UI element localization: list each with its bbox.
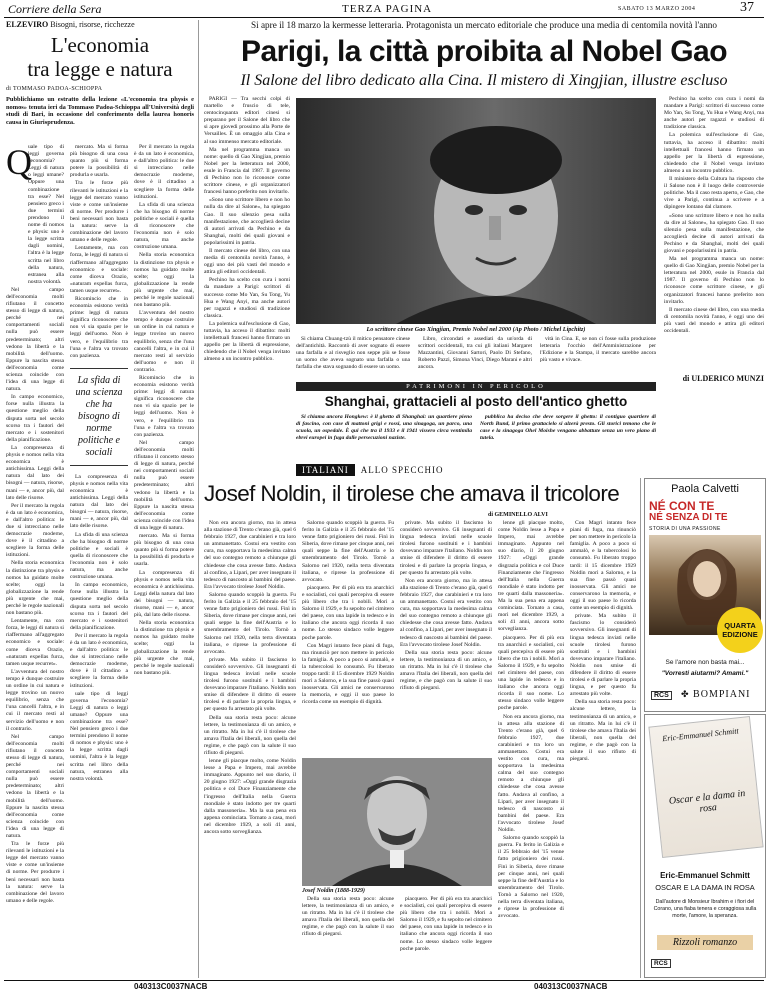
under-photo-col-1: Si chiama Chuang-tzù il mitico pensatore cinese dell'antichità. Raccontò di aver sognato di essere una farfalla e al risveglio non seppe più se fosse un uomo che aveva sognato una farfalla o una farfalla che stava sognando di essere un uomo. — [296, 336, 410, 370]
italiani-band-right: ALLO SPECCHIO — [360, 465, 444, 475]
ad1-title-1: NÉ CON TE — [649, 499, 715, 513]
under-photo-col-2: Libro, circondati e assediati da un'orda di scrittori occidentali, tra cui gli italiani Margaret Mazzantini, Giovanni Sartori, Paolo Di Stefano, Roberto Pazzi, Simona Vinci, Diego Marani e altri ancora. — [418, 336, 532, 370]
left-article — [6, 20, 194, 978]
left-article-byline: di TOMMASO PADOA-SCHIOPPA — [6, 86, 103, 92]
ad2-cover-author: Eric-Emmanuel Schmitt — [661, 726, 740, 744]
issue-date: SABATO 13 MARZO 2004 — [618, 6, 696, 12]
ad2-blurb: Dall'autore di Monsieur Ibrahim e i fiori del Corano, una fiaba tenera e coraggiosa sulla morte, l'amore, la speranza. — [653, 899, 757, 919]
italiani-band — [296, 464, 656, 476]
italiani-col-3: private. Ma subito il fascismo lo considerò sovversivo. Gli insegnanti di lingua tedesca inviati nelle scuole tirolesi furono sostituiti e i bambini dovevano imparare l'italiano. Noldin non smise di difendere il diritto di essere tirolesi e di parlare la propria lingua, e per questo fu arrestato più volte. Non era ancora giorno, ma in attesa alla stazione di Trento c'erano già, quel 6 febbraio 1927, due carabinieri e tra loro un ammanettato. Costui era vestito con cura, ma sopportava la medesima calma del suo contegno remoto a chiunque gli chiedesse che cosa avesse fatto. Andava al confino, a Lipari, per aver insegnato il tedesco di nascosto ai bambini del paese. Era l'avvocato tirolese Josef Noldin. Della sua storia resta poco: alcune lettere, la testimonianza di un amico, e un ritratto. Ma in lui c'è il tirolese che amava l'Italia dei liberali, non quella del regime, e che pagò con la salute il suo rifiuto di piegarsi. — [400, 520, 492, 692]
ad2-author: Eric-Emmanuel Schmitt — [660, 871, 750, 880]
left-article-col-2: mercato. Ma si forma più bisogno di una cosa quanto più si forma potere la possibilità di produrla e usarla. Tra le forze più rilevanti le istituzioni e la legge del mercato vanno viste e come un'insieme di norme. Per produrre i beni necessari non basta la natura: serve la combinazione del lavoro umano e delle regole. Lentamente, ma con forza, le leggi di natura si riaffermano all'aggregato economico e sociale: come diceva Orazio, «naturam expellas furca, tamen usque recurret». Ricomincio che in economia esistono verità prime: leggi di natura significa riconoscere che non vi sia spazio per le leggi dell'uomo. Non è vero, e l'equilibrio tra l'una e l'altra va trovato con pazienza. La sfida di una scienza che ha bisogno di norme politiche e sociali La compresenza di physis e nomos nella vita economica è antichissima. Leggi della natura dal lato dei bisogni — natura, risorse, mani — e, ancor più, dal lato delle risorse. La sfida di una scienza che ha bisogno di norme politiche e sociali è quella di riconoscere che l'economia non è solo natura, ma anche costruzione umana. In campo economico, forse nulla illustra la questione meglio della disputa sorta nel secolo scorso tra i fautori del mercato e i sostenitori della pianificazione. Per il mercato la regola è da un lato è economica, e dall'altro politica: le due si intrecciano nelle democrazie moderne, dove è il cittadino a scegliere la forma delle istituzioni. uale tipo di leggi governa l'economia? Leggi di natura o leggi umane? Oppure una combinazione tra esse? Nel pensiero greco i due termini prendono il nome di nomos e physis: uno è la legge scritta dagli uomini, l'altra è la legge scritta nel libro della natura, estranea alla nostra volontà. — [70, 144, 128, 782]
main-byline: di ULDERICO MUNZI — [682, 374, 764, 383]
left-article-col-1: uale tipo di leggi governa l'economia? Leggi di natura o leggi umane? Oppure una combinazione tra esse? Nel pensiero greco i due termini prendono il nome di nomos e physis: uno è la legge scritta dagli uomini, l'altra è la legge scritta nel libro della natura, estranea alla nostra volontà. Nel campo dell'economia molti rifiutano il concetto stesso di legge di natura, perché nei comportamenti sociali nulla può essere predeterminato; altri vedono la libertà e la mobilità dell'uomo. Eppure la nascita stessa dell'economia come scienza coincide con l'idea di una legge di natura. In campo economico, forse nulla illustra la questione meglio della disputa sorta nel secolo scorso tra i fautori del mercato e i sostenitori della pianificazione. La compresenza di physis e nomos nella vita economica è antichissima. Leggi della natura dal lato dei bisogni — natura, risorse, mani — e, ancor più, dal lato delle risorse. Per il mercato la regola è da un lato è economica, e dall'altro politica: le due si intrecciano nelle democrazie moderne, dove è il cittadino a scegliere la forma delle istituzioni. Nella storia economica la distinzione tra physis e nomos ha guidato molte scelte; oggi la globalizzazione la rende più urgente che mai, perché le regole nazionali non bastano più. Lentamente, ma con forza, le leggi di natura si riaffermano all'aggregato economico e sociale: come diceva Orazio, «naturam expellas furca, tamen usque recurret». L'avventura del nostro tempo è dunque costruire un ordine in cui natura e legge trovino un nuovo equilibrio, senza che l'una cancelli l'altra, e in cui il mercato resti al servizio dell'uomo e non il contrario. Nel campo dell'economia molti rifiutano il concetto stesso di legge di natura, perché nei comportamenti sociali nulla può essere predeterminato; altri vedono la libertà e la mobilità dell'uomo. Eppure la nascita stessa dell'economia come scienza coincide con l'idea di una legge di natura. Tra le forze più rilevanti le istituzioni e la legge del mercato vanno viste e come un'insieme di norme. Per produrre i beni necessari non basta la natura: serve la combinazione del lavoro umano e delle regole. — [6, 144, 64, 904]
italiani-col-2: Salorno quando scoppiò la guerra. Fu ferito in Galizia e il 25 febbraio del '15 venne fatto prigioniero dei russi. Finì in Siberia, dove rimase per cinque anni, nei quali seppe la fine dell'Austria e lo smembramento del Tirolo. Tornò a Salorno nel 1920, nella terra diventata italiana, e riprese la professione di avvocato. piacquero. Per di più era tra anarchici e socialisti, coi quali percepiva di essere più libero che tra i nobili. Morì a Salorno il 1929, e fu sepolto nel cimitero del paese, con una lapide in tedesco e in italiano che ancora oggi ricorda il suo nome. Lo stesso sindaco volle leggere poche parole. Con Magri intanto fece piani di fuga, ma rinunciò per non mettere in pericolo la famiglia. A poco a poco si ammalò, e la tubercolosi lo consumò. Fu liberato troppo tardi: il 15 dicembre 1929 Noldin morì a Salorno, e la sua fine passò quasi inosservata. Gli amici ne conservarono la memoria, e oggi il suo paese lo ricorda come un esempio di dignità. — [302, 520, 394, 706]
noldin-photo-caption: Josef Noldin (1888-1929) — [302, 888, 365, 894]
page-number: 37 — [740, 0, 754, 15]
italiani-col-4: Della sua storia resta poco: alcune lettere, la testimonianza di un amico, e un ritratto. Ma in lui c'è il tirolese che amava l'Italia dei liberali, non quella del regime, e che pagò con la salute il suo rifiuto di piegarsi. — [302, 896, 394, 938]
kicker-label: ELZEVIRO — [6, 20, 49, 29]
gao-photo — [296, 98, 656, 324]
ad-divider — [640, 478, 641, 978]
ad2-cover-title: Oscar e la dama in rosa — [668, 787, 746, 815]
ad2-rcs-logo: RCS — [651, 959, 671, 968]
ad-oscar-dama-rosa[interactable] — [644, 714, 766, 978]
noldin-portrait-illustration — [302, 758, 492, 886]
left-article-intro: Pubblichiamo un estratto della lezione «L'economia tra physis e nomos» tenuta ieri da Tommaso Padoa-Schioppa all'Università degli studi di Bari, in occasione del conferimento della laurea honoris causa in Giurisprudenza. — [6, 96, 194, 126]
footer-code-right: 040313C0037NACB — [534, 982, 608, 991]
under-photo-col-3: vità in Cina. E, se non ci fosse sulla produzione letteraria l'occhio dell'Amministrazione per l'Edizione e la Stampa, il mercato sarebbe ancora più vasto e vivace. — [540, 336, 656, 364]
left-article-kicker — [6, 20, 194, 29]
main-subtitle: Il Salone del libro dedicato alla Cina. Il mistero di Xingjian, illustre escluso — [240, 72, 728, 89]
heritage-title: Shanghai, grattacieli al posto dell'antico ghetto — [324, 394, 628, 409]
section-name: TERZA PAGINA — [342, 3, 433, 15]
footer-rule — [4, 980, 764, 981]
left-column-divider — [198, 20, 199, 978]
ad1-rcs-logo: RCS — [651, 691, 672, 700]
heritage-col-2: pubblica ha deciso che deve sorgere il ghetto: il contiguo quartiere di North Bund, il primo grattacielo si alzerà presto. Gli storici temono che le case e la sinagoga Ohel Moishe vengano abbattute senza un vero piano di tutela. — [480, 414, 656, 442]
ad1-subtitle: STORIA DI UNA PASSIONE — [649, 526, 721, 532]
italiani-title: Josef Noldin, il tirolese che amava il tricolore — [204, 481, 620, 506]
ad1-title-2: NÉ SENZA DI TE — [649, 512, 728, 523]
heritage-col-1: Si chiama ancora Hongkew: è il ghetto di Shanghai: un quartiere pieno di fascino, con case di mattoni grigi e rossi, una sinagoga, un parco, una scuola, un ospedale. È qui che tra il 1933 e il 1941 vissero circa ventimila ebrei europei in fuga dalle persecuzioni naziste. — [296, 414, 472, 442]
gao-portrait-illustration — [296, 98, 656, 324]
main-overline: Si apre il 18 marzo la kermesse letteraria. Protagonista un mercato editoriale che produce una media di centomila novità l'anno — [251, 20, 717, 30]
gao-photo-caption: Lo scrittore cinese Gao Xingjian, Premio Nobel nel 2000 (Ap Photo / Michel Lipchitz) — [366, 326, 586, 333]
footer-code-left: 040313C0037NACB — [134, 982, 208, 991]
pullquote: La sfida di una scienza che ha bisogno di norme politiche e sociali — [70, 368, 128, 466]
kicker-text: Bisogni, risorse, ricchezze — [50, 20, 135, 29]
left-article-title-1: L'economia — [50, 33, 150, 57]
italiani-col-7: Con Magri intanto fece piani di fuga, ma rinunciò per non mettere in pericolo la famiglia. A poco a poco si ammalò, e la tubercolosi lo consumò. Fu liberato troppo tardi: il 15 dicembre 1929 Noldin morì a Salorno, e la sua fine passò quasi inosservata. Gli amici ne conservarono la memoria, e oggi il suo paese lo ricorda come un esempio di dignità. private. Ma subito il fascismo lo considerò sovversivo. Gli insegnanti di lingua tedesca inviati nelle scuole tirolesi furono sostituiti e i bambini dovevano imparare l'italiano. Noldin non smise di difendere il diritto di essere tirolesi e di parlare la propria lingua, e per questo fu arrestato più volte. Della sua storia resta poco: alcune lettere, la testimonianza di un amico, e un ritratto. Ma in lui c'è il tirolese che amava l'Italia dei liberali, non quella del regime, e che pagò con la salute il suo rifiuto di piegarsi. — [570, 520, 636, 763]
newspaper-name: Corriere della Sera — [8, 2, 102, 16]
ad1-publisher: ✤ BOMPIANI — [681, 689, 751, 700]
ad1-tagline-2: "Vorresti aiutarmi? Amami." — [661, 670, 749, 677]
ad-paola-calvetti[interactable] — [644, 478, 766, 712]
ad1-tagline-1: Se l'amore non basta mai... — [665, 659, 745, 666]
masthead-rule — [4, 17, 764, 18]
left-article-col-3: Per il mercato la regola è da un lato è economica, e dall'altro politica: le due si intrecciano nelle democrazie moderne, dove è il cittadino a scegliere la forma delle istituzioni. La sfida di una scienza che ha bisogno di norme politiche e sociali è quella di riconoscere che l'economia non è solo natura, ma anche costruzione umana. Nella storia economica la distinzione tra physis e nomos ha guidato molte scelte; oggi la globalizzazione la rende più urgente che mai, perché le regole nazionali non bastano più. L'avventura del nostro tempo è dunque costruire un ordine in cui natura e legge trovino un nuovo equilibrio, senza che l'una cancelli l'altra, e in cui il mercato resti al servizio dell'uomo e non il contrario. Ricomincio che in economia esistono verità prime: leggi di natura significa riconoscere che non vi sia spazio per le leggi dell'uomo. Non è vero, e l'equilibrio tra l'una e l'altra va trovato con pazienza. Nel campo dell'economia molti rifiutano il concetto stesso di legge di natura, perché nei comportamenti sociali nulla può essere predeterminato; altri vedono la libertà e la mobilità dell'uomo. Eppure la nascita stessa dell'economia come scienza coincide con l'idea di una legge di natura. mercato. Ma si forma più bisogno di una cosa quanto più si forma potere la possibilità di produrla e usarla. La compresenza di physis e nomos nella vita economica è antichissima. Leggi della natura dal lato dei bisogni — natura, risorse, mani — e, ancor più, dal lato delle risorse. Nella storia economica la distinzione tra physis e nomos ha guidato molte scelte; oggi la globalizzazione la rende più urgente che mai, perché le regole nazionali non bastano più. — [134, 144, 194, 676]
ad1-author: Paola Calvetti — [671, 483, 739, 495]
italiani-col-6: lenne gli piacque molto, come Noldin lesse a Papa e Impero, mai avrebbe immaginato. Appunto nel suo diario, il 20 giugno 1927: «Oggi grande disgrazia politica e col Duce Finanziamente che l'ingresso dell'Italia nella Guerra mondiale è stato indotto per tre quarti dalla massoneria». Ma la sua pena era appena cominciata. Tornato a casa, morì nel dicembre 1929, a soli 41 anni, ancora sotto sorveglianza. piacquero. Per di più era tra anarchici e socialisti, coi quali percepiva di essere più libero che tra i nobili. Morì a Salorno il 1929, e fu sepolto nel cimitero del paese, con una lapide in tedesco e in italiano che ancora oggi ricorda il suo nome. Lo stesso sindaco volle leggere poche parole. Non era ancora giorno, ma in attesa alla stazione di Trento c'erano già, quel 6 febbraio 1927, due carabinieri e tra loro un ammanettato. Costui era vestito con cura, ma sopportava la medesima calma del suo contegno remoto a chiunque gli chiedesse che cosa avesse fatto. Andava al confino, a Lipari, per aver insegnato il tedesco di nascosto ai bambini del paese. Era l'avvocato tirolese Josef Noldin. Salorno quando scoppiò la guerra. Fu ferito in Galizia e il 25 febbraio del '15 venne fatto prigioniero dei russi. Finì in Siberia, dove rimase per cinque anni, nei quali seppe la fine dell'Austria e lo smembramento del Tirolo. Tornò a Salorno nel 1920, nella terra diventata italiana, e riprese la professione di avvocato. — [498, 520, 564, 920]
italiani-byline: di GEMINELLO ALVI — [488, 512, 548, 518]
ad2-cover — [648, 716, 763, 858]
publisher-logo-icon: ✤ — [681, 689, 690, 699]
ad2-title: OSCAR E LA DAMA IN ROSA — [655, 883, 755, 892]
italiani-col-5: piacquero. Per di più era tra anarchici e socialisti, coi quali percepiva di essere più libero che tra i nobili. Morì a Salorno il 1929, e fu sepolto nel cimitero del paese, con una lapide in tedesco e in italiano che ancora oggi ricorda il suo nome. Lo stesso sindaco volle leggere poche parole. — [400, 896, 492, 952]
noldin-photo — [302, 758, 492, 886]
left-article-title-2: tra legge e natura — [27, 57, 173, 81]
ad1-edition-badge: QUARTA EDIZIONE — [717, 607, 763, 653]
masthead — [4, 0, 764, 16]
italiani-band-left: ITALIANI — [296, 464, 355, 476]
dropcap: Q — [6, 142, 32, 182]
italiani-col-1: Non era ancora giorno, ma in attesa alla stazione di Trento c'erano già, quel 6 febbraio 1927, due carabinieri e tra loro un ammanettato. Costui era vestito con cura, ma sopportava la medesima calma del suo contegno remoto a chiunque gli chiedesse che cosa avesse fatto. Andava al confino, a Lipari, per aver insegnato il tedesco di nascosto ai bambini del paese. Era l'avvocato tirolese Josef Noldin. Salorno quando scoppiò la guerra. Fu ferito in Galizia e il 25 febbraio del '15 venne fatto prigioniero dei russi. Finì in Siberia, dove rimase per cinque anni, nei quali seppe la fine dell'Austria e lo smembramento del Tirolo. Tornò a Salorno nel 1920, nella terra diventata italiana, e riprese la professione di avvocato. private. Ma subito il fascismo lo considerò sovversivo. Gli insegnanti di lingua tedesca inviati nelle scuole tirolesi furono sostituiti e i bambini dovevano imparare l'italiano. Noldin non smise di difendere il diritto di essere tirolesi e di parlare la propria lingua, e per questo fu arrestato più volte. Della sua storia resta poco: alcune lettere, la testimonianza di un amico, e un ritratto. Ma in lui c'è il tirolese che amava l'Italia dei liberali, non quella del regime, e che pagò con la salute il suo rifiuto di piegarsi. lenne gli piacque molto, come Noldin lesse a Papa e Impero, mai avrebbe immaginato. Appunto nel suo diario, il 20 giugno 1927: «Oggi grande disgrazia politica e col Duce Finanziamente che l'ingresso dell'Italia nella Guerra mondiale è stato indotto per tre quarti dalla massoneria». Ma la sua pena era appena cominciata. Tornato a casa, morì nel dicembre 1929, a soli 41 anni, ancora sotto sorveglianza. — [204, 520, 296, 836]
main-col-5: Pechino ha scelto con cura i nomi da mandare a Parigi: scrittori di successo come Mo Yan, Su Tong, Yu Hua e Wang Anyi, ma anche autori per ragazzi e studiosi di tradizione classica. La polemica sull'esclusione di Gao, tuttavia, ha acceso il dibattito: molti intellettuali francesi hanno firmato un appello per la libertà di espressione, chiedendo che il Nobel venga invitato almeno a un incontro pubblico. Il ministero della Cultura ha risposto che il Salone non è il luogo delle controversie politiche. Ma il caso resta aperto, e Gao, che vive a Parigi, continua a scrivere e a dipingere lontano dal clamore. «Sono uno scrittore libero e non ho nulla da dire al Salone», ha spiegato Gao. Il suo silenzio pesa sulla manifestazione, che accoglierà decine di autori arrivati da Pechino e da Shanghai, molti dei quali giovani e popolarissimi in patria. Ma nel programma manca un nome: quello di Gao Xingjian, premio Nobel per la letteratura nel 2000, esule in Francia dal 1987. Il governo di Pechino non lo riconosce come scrittore cinese, e gli organizzatori francesi hanno preferito non invitarlo. Il mercato cinese del libro, con una media di centomila novità l'anno, è oggi uno dei più vasti del mondo e attira gli editori occidentali. — [664, 96, 764, 334]
ad2-publisher: Rizzoli romanzo — [657, 935, 753, 950]
main-title: Parigi, la città proibita al Nobel Gao — [240, 35, 728, 68]
main-col-1: PARIGI — Tra secchi colpi di martello e fruscio di tele, centocinquanta editori cinesi si preparano per il Salone del libro che si apre giovedì prossimo alla Porte de Versailles. È un omaggio alla Cina e al suo immenso mercato editoriale. Ma nel programma manca un nome: quello di Gao Xingjian, premio Nobel per la letteratura nel 2000, esule in Francia dal 1987. Il governo di Pechino non lo riconosce come scrittore cinese, e gli organizzatori francesi hanno preferito non invitarlo. «Sono uno scrittore libero e non ho nulla da dire al Salone», ha spiegato Gao. Il suo silenzio pesa sulla manifestazione, che accoglierà decine di autori arrivati da Pechino e da Shanghai, molti dei quali giovani e popolarissimi in patria. Il mercato cinese del libro, con una media di centomila novità l'anno, è oggi uno dei più vasti del mondo e attira gli editori occidentali. Pechino ha scelto con cura i nomi da mandare a Parigi: scrittori di successo come Mo Yan, Su Tong, Yu Hua e Wang Anyi, ma anche autori per ragazzi e studiosi di tradizione classica. La polemica sull'esclusione di Gao, tuttavia, ha acceso il dibattito: molti intellettuali francesi hanno firmato un appello per la libertà di espressione, chiedendo che il Nobel venga invitato almeno a un incontro pubblico. — [204, 96, 290, 363]
heritage-band: PATRIMONI IN PERICOLO — [296, 382, 656, 391]
